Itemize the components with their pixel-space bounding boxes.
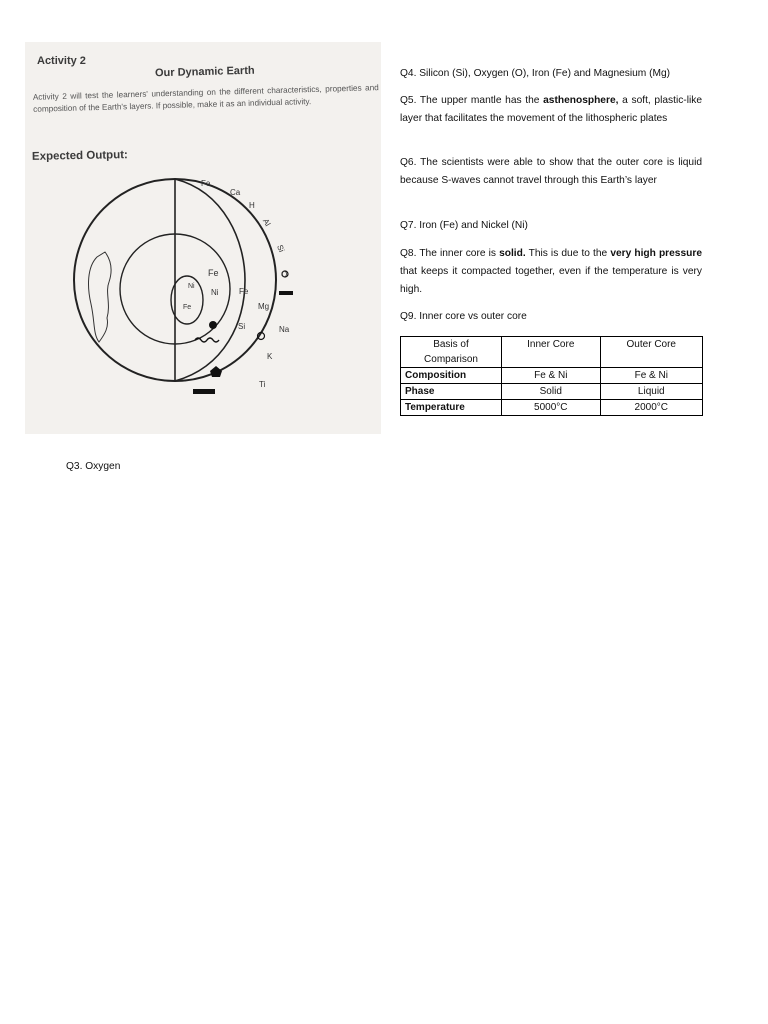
table-cell-outer: 2000°C xyxy=(600,400,702,416)
answer-q5: Q5. The upper mantle has the asthenosphere, a soft, plastic-like layer that facilitates the movement of the lithospheric plates xyxy=(400,95,702,124)
label-ni-mid: Ni xyxy=(211,288,219,297)
label-ca: Ca xyxy=(230,188,241,197)
table-header-row xyxy=(401,337,703,368)
answer-q9: Q9. Inner core vs outer core xyxy=(400,311,527,322)
table-cell-outer: Fe & Ni xyxy=(600,368,702,384)
answer-q7: Q7. Iron (Fe) and Nickel (Ni) xyxy=(400,220,528,231)
label-fe-core: Fe xyxy=(183,304,192,311)
dot-symbol xyxy=(209,321,217,329)
label-na: Na xyxy=(279,325,290,334)
label-si-mid: Si xyxy=(238,322,246,331)
label-ni-core: Ni xyxy=(188,283,195,290)
label-fe-mid: Fe xyxy=(239,287,249,296)
table-header-basis: Basis of Comparison xyxy=(401,337,502,368)
label-fe-inner: Fe xyxy=(208,268,219,278)
table-header-outer: Outer Core xyxy=(600,337,702,368)
continent-sketch xyxy=(89,252,112,342)
label-k: K xyxy=(267,352,273,361)
answer-q3: Q3. Oxygen xyxy=(66,461,121,472)
photo-description: Activity 2 will test the learners' understanding on the different characteristics, properties and composition of the Earth's layers. If possible, make it as an individual activity. xyxy=(32,83,379,114)
label-fe-top: Fe xyxy=(201,179,211,188)
table-cell-inner: Fe & Ni xyxy=(502,368,601,384)
pentagon-symbol xyxy=(210,366,222,377)
table-cell-inner: Solid xyxy=(502,384,601,400)
table-cell-outer: Liquid xyxy=(600,384,702,400)
table-cell-inner: 5000°C xyxy=(502,400,601,416)
textbook-photo xyxy=(25,42,381,434)
bar-symbol-bottom xyxy=(193,389,215,394)
table-row-label: Composition xyxy=(401,368,502,384)
bar-symbol-right xyxy=(279,291,293,295)
label-o-right: O xyxy=(281,270,288,279)
table-row-label: Phase xyxy=(401,384,502,400)
table-row-label: Temperature xyxy=(401,400,502,416)
label-ti: Ti xyxy=(259,380,266,389)
label-al: Al xyxy=(260,217,273,228)
label-mg: Mg xyxy=(258,302,270,311)
photo-title: Our Dynamic Earth xyxy=(154,64,255,80)
table-row xyxy=(401,400,703,416)
label-h: H xyxy=(249,201,255,210)
activity-heading: Activity 2 xyxy=(37,55,86,67)
core-comparison-table xyxy=(400,336,703,416)
answer-q4: Q4. Silicon (Si), Oxygen (O), Iron (Fe) and Magnesium (Mg) xyxy=(400,68,671,79)
table-row xyxy=(401,384,703,400)
answer-q6: Q6. The scientists were able to show that the outer core is liquid because S-waves cannot travel through this Earth’s layer xyxy=(400,157,702,186)
answer-q8: Q8. The inner core is solid. This is due to the very high pressure that keeps it compacted together, even if the temperature is very high. xyxy=(400,248,702,295)
wave-symbol xyxy=(195,338,219,342)
mantle-boundary xyxy=(175,179,245,381)
expected-output-heading: Expected Output: xyxy=(31,149,128,163)
label-si-right: Si xyxy=(275,243,287,254)
table-header-inner: Inner Core xyxy=(502,337,601,368)
table-row xyxy=(401,368,703,384)
